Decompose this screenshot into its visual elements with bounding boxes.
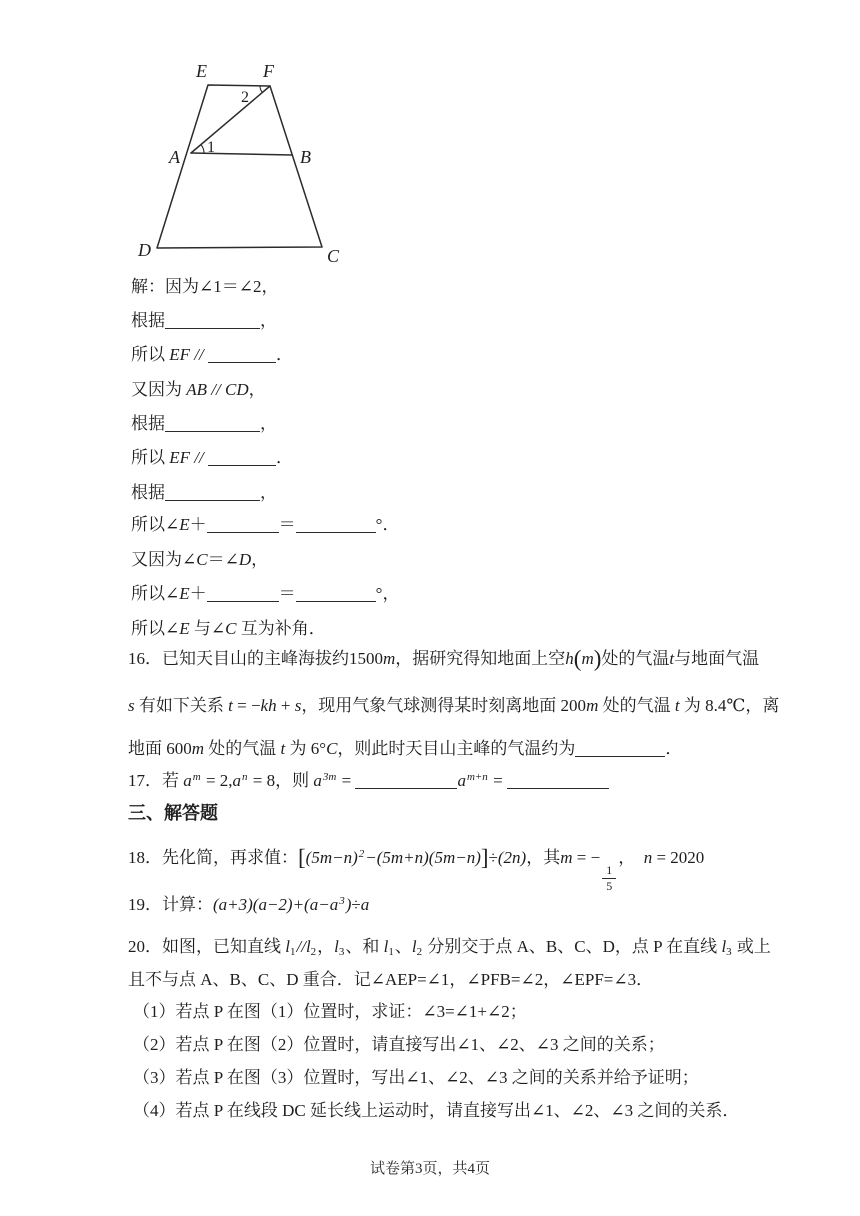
text-run: t [674, 696, 680, 715]
text-run: 为 8.4℃，离 [679, 696, 780, 715]
text-run: // [296, 937, 306, 956]
text-run: 3 [726, 946, 732, 958]
proof-line-2 [131, 310, 277, 332]
text-run: ， [618, 848, 644, 867]
text-run: 1 [388, 946, 394, 958]
segment-AF [191, 86, 270, 153]
text-run: E [179, 619, 190, 638]
text-run: = 8，则 [248, 771, 314, 790]
text-run: = [488, 771, 507, 790]
blank-underline [575, 741, 665, 757]
text-run: ) [593, 646, 602, 671]
text-run: 所以∠ [131, 584, 180, 603]
text-run: ． [275, 448, 293, 467]
text-run: 有如下关系 [134, 696, 229, 715]
text-run: ， [260, 483, 277, 502]
text-run: h [565, 649, 574, 668]
angle-arc-F [260, 86, 262, 93]
text-run: n [643, 848, 653, 867]
text-run: ， [260, 311, 277, 330]
text-run: m [191, 739, 205, 758]
text-run: EF [169, 345, 191, 364]
angle-label-2: 2 [241, 89, 249, 106]
text-run: 20．如图，已知直线 [128, 937, 286, 956]
text-run: m [586, 696, 599, 715]
blank-underline [296, 517, 376, 533]
blank-underline [296, 586, 376, 602]
blank-underline [207, 517, 279, 533]
proof-line-4 [131, 379, 266, 401]
proof-line-5 [131, 413, 277, 435]
text-run: C [225, 619, 237, 638]
text-run: t [280, 739, 286, 758]
problem-20-line-1 [128, 936, 771, 960]
text-run: CD [224, 380, 249, 399]
problem-20-part-1: （1）若点 P 在图（1）位置时，求证：∠3=∠1+∠2； [133, 1002, 527, 1021]
text-run: 、和 [345, 937, 384, 956]
text-run: −(5m+n)(5m−n) [365, 848, 481, 867]
page-footer: 试卷第3页，共4页 [369, 1161, 490, 1177]
proof-line-1 [131, 276, 279, 298]
proof-line-6 [131, 447, 293, 469]
text-run: 所以∠ [131, 619, 180, 638]
text-run: ，据研究得知地面上空 [395, 649, 566, 668]
text-run: m [560, 848, 573, 867]
text-run: 根据 [131, 483, 165, 502]
text-run: ( [573, 646, 582, 671]
text-run: 17．若 [128, 771, 184, 790]
text-run: C [326, 739, 338, 758]
text-run: m [581, 649, 594, 668]
text-run: 3m [322, 771, 337, 783]
text-run: C [196, 550, 208, 569]
text-run: a [183, 771, 192, 790]
text-run: 与∠ [189, 619, 226, 638]
text-run: 根据 [131, 414, 165, 433]
problem-16-line-2 [128, 695, 779, 717]
proof-line-3 [131, 344, 293, 366]
text-run: 2 [358, 848, 365, 860]
text-run: 又因为∠ [131, 550, 197, 569]
blank-underline [355, 773, 457, 789]
text-run: m [383, 649, 396, 668]
problem-17 [128, 770, 609, 794]
text-run: ＝ [278, 584, 296, 603]
vertex-label-E: E [196, 61, 207, 81]
vertex-label-D: D [138, 240, 151, 260]
problem-20-part-3: （3）若点 P 在图（3）位置时，写出∠1、∠2、∠3 之间的关系并给予证明； [133, 1068, 699, 1087]
text-run: l [334, 937, 339, 956]
trapezoid-outline [157, 85, 322, 248]
text-run: ÷ [351, 895, 361, 914]
text-run: 处的气温 [601, 649, 670, 668]
text-run: 3 [338, 946, 345, 958]
text-run: 所以 [131, 448, 170, 467]
text-run: 所以 [131, 345, 170, 364]
text-run: kh [260, 696, 277, 715]
proof-line-8 [131, 514, 399, 536]
text-run: E [179, 515, 190, 534]
text-run: t [669, 649, 675, 668]
text-run: 分别交于点 A、B、C、D，点 P 在直线 [423, 937, 722, 956]
section-heading-3: 三、解答题 [128, 803, 218, 823]
text-run: 2 [310, 946, 317, 958]
text-run: s [294, 696, 302, 715]
text-run: a [457, 771, 466, 790]
text-run: 互为补角． [236, 619, 326, 638]
text-run: // [190, 345, 204, 364]
text-run: [ [298, 845, 306, 870]
text-run: 地面 600 [128, 739, 192, 758]
text-run: 16．已知天目山的主峰海拔约1500 [128, 649, 383, 668]
text-run: ＋ [189, 584, 207, 603]
text-run: t [228, 696, 233, 715]
text-run: 或上 [732, 937, 771, 956]
blank-underline [507, 773, 609, 789]
text-run: 19．计算： [128, 895, 213, 914]
text-run: 、 [394, 937, 412, 956]
text-run: 为 6° [285, 739, 327, 758]
text-run: a [232, 771, 242, 790]
text-run: (2n) [497, 848, 527, 867]
text-run: (5m−n) [305, 848, 358, 867]
problem-20-line-2 [128, 969, 653, 991]
text-run: ． [665, 739, 683, 758]
text-run: ，其 [526, 848, 561, 867]
text-run: ， [251, 550, 269, 569]
text-run: = 2020 [652, 848, 705, 867]
text-run: 又因为 [131, 380, 187, 399]
text-run: ÷ [488, 848, 498, 867]
text-run: 且不与点 A、B、C、D 重合．记∠AEP=∠1，∠PFB=∠2，∠EPF=∠3． [128, 970, 654, 989]
text-run: ，现用气象气球测得某时刻离地面 200 [301, 696, 587, 715]
problem-16-line-1 [128, 648, 759, 670]
text-run: ] [480, 845, 489, 870]
text-run: °， [375, 584, 400, 603]
text-run: ，则此时天目山主峰的气温约为 [337, 739, 576, 758]
text-run: ＋ [189, 515, 207, 534]
text-run: ． [275, 345, 293, 364]
vertex-label-A: A [169, 147, 180, 167]
text-run: EF [169, 448, 191, 467]
blank-underline [208, 450, 276, 466]
geometry-figure-trapezoid [133, 56, 348, 271]
text-run: 2 [416, 946, 423, 958]
blank-underline [165, 485, 260, 501]
blank-underline [165, 313, 260, 329]
text-run: n [242, 771, 248, 783]
vertex-label-F: F [263, 61, 274, 81]
text-run: 3 [339, 895, 345, 907]
problem-16-line-3 [128, 738, 682, 760]
problem-18 [128, 847, 704, 894]
text-run: ， [248, 380, 266, 399]
proof-line-9 [131, 549, 268, 571]
text-run: = − [572, 848, 601, 867]
text-run: E [179, 584, 190, 603]
text-run: + [276, 696, 295, 715]
blank-underline [165, 416, 260, 432]
vertex-label-B: B [300, 147, 311, 167]
text-run: 18．先化简，再求值： [128, 848, 298, 867]
text-run: 所以∠ [131, 515, 180, 534]
text-run: m+n [466, 771, 488, 783]
text-run: = [337, 771, 356, 790]
problem-20-part-4: （4）若点 P 在线段 DC 延长线上运动时，请直接写出∠1、∠2、∠3 之间的关系． [133, 1101, 740, 1120]
text-run: 解：因为∠1＝∠2， [131, 277, 279, 296]
text-run: l [383, 937, 389, 956]
text-run: 处的气温 [598, 696, 675, 715]
text-run: ， [317, 937, 335, 956]
angle-label-1: 1 [207, 139, 215, 156]
text-run: (a+3)(a−2)+(a−a [213, 895, 339, 914]
text-run: a [313, 771, 322, 790]
text-run: = − [232, 696, 261, 715]
text-run: 1 [289, 946, 296, 958]
text-run: // [190, 448, 204, 467]
blank-underline [207, 586, 279, 602]
text-run: l [305, 937, 311, 956]
proof-line-10 [131, 583, 399, 605]
text-run: °． [375, 515, 400, 534]
proof-line-11 [131, 618, 326, 640]
text-run: = 2, [201, 771, 233, 790]
text-run: 与地面气温 [674, 649, 760, 668]
text-run: l [411, 937, 417, 956]
problem-19 [128, 894, 369, 918]
vertex-label-C: C [327, 246, 340, 266]
text-run: // [207, 380, 225, 399]
text-run: l [721, 937, 727, 956]
fraction: $\frac{1}{5}$ [602, 863, 616, 894]
problem-20-part-2: （2）若点 P 在图（2）位置时，请直接写出∠1、∠2、∠3 之间的关系； [133, 1035, 665, 1054]
text-run: ) [345, 895, 352, 914]
text-run: 根据 [131, 311, 165, 330]
angle-arc-A [201, 145, 204, 154]
text-run: s [128, 696, 135, 715]
text-run: a [360, 895, 370, 914]
text-run: ＝∠ [207, 550, 239, 569]
text-run: 处的气温 [204, 739, 281, 758]
text-run: D [238, 550, 252, 569]
text-run: m [192, 771, 201, 783]
proof-line-7 [131, 482, 277, 504]
text-run: AB [186, 380, 208, 399]
text-run: ＝ [278, 515, 296, 534]
text-run: ， [260, 414, 277, 433]
text-run: l [285, 937, 290, 956]
blank-underline [208, 347, 276, 363]
